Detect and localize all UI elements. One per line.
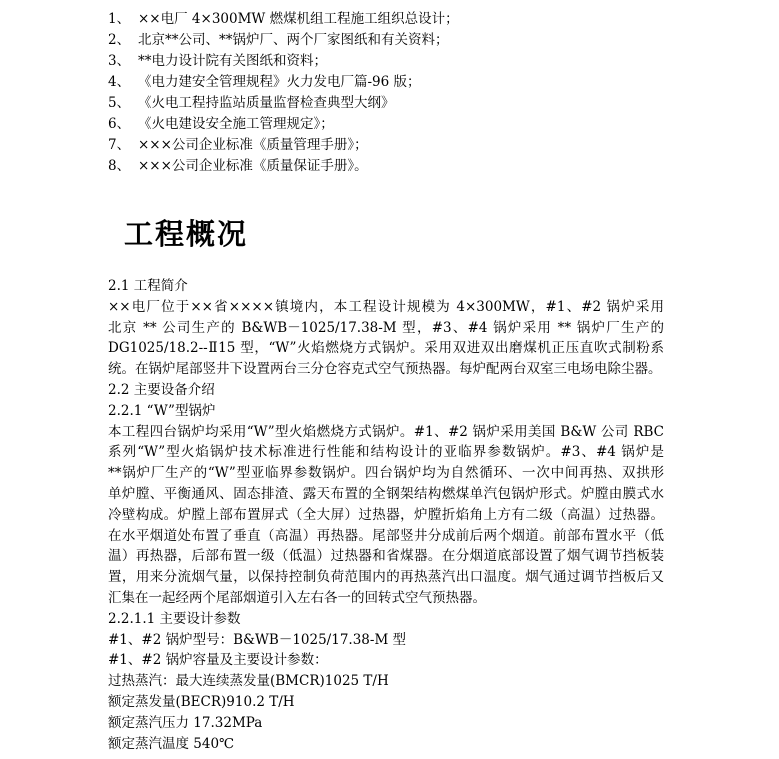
reference-item: [108, 156, 728, 177]
subsection-title: 2.2.1 “W”型锅炉: [108, 402, 216, 419]
subsection-title: 2.2 主要设备介绍: [108, 381, 215, 398]
reference-text: **电力设计院有关图纸和资料；: [138, 53, 327, 69]
section-heading: 工程概况: [124, 217, 249, 251]
reference-text: ×××公司企业标准《质量保证手册》。: [138, 158, 368, 174]
reference-text: 《火电建设安全施工管理规定》；: [138, 116, 334, 132]
paragraph-line: 统。在锅炉尾部竖井下设置两台三分仓容克式空气预热器。每炉配两台双室三电场电除尘器。: [108, 361, 662, 378]
reference-number: 7、: [108, 137, 131, 153]
paragraph-line: 冷壁构成。炉膛上部布置屏式（全大屏）过热器，炉膛折焰角上方有二级（高温）过热器。: [108, 506, 664, 523]
reference-item: [108, 9, 728, 30]
reference-text: 《电力建安全管理规程》火力发电厂篇-96 版；: [138, 74, 421, 90]
reference-number: 2、: [108, 32, 131, 48]
subsection-title: 2.2.1.1 主要设计参数: [108, 610, 241, 627]
parameter-line: 额定蒸汽温度 540℃: [108, 735, 235, 752]
parameter-line: 过热蒸汽：最大连续蒸发量(BMCR)1025 T/H: [108, 673, 389, 690]
section-body: [108, 276, 664, 754]
reference-item: [108, 114, 728, 135]
reference-item: [108, 72, 728, 93]
paragraph-line: 置，用来分流烟气量，以保持控制负荷范围内的再热蒸汽出口温度。烟气通过调节挡板后又: [108, 569, 664, 586]
paragraph-line: 单炉膛、平衡通风、固态排渣、露天布置的全钢架结构燃煤单汽包锅炉形式。炉膛由膜式水: [108, 485, 664, 502]
reference-text: ×××公司企业标准《质量管理手册》；: [138, 137, 368, 153]
parameter-line: 额定蒸汽压力 17.32MPa: [108, 714, 263, 731]
paragraph-line: 北京 ** 公司生产的 B&WB－1025/17.38-M 型，#3、#4 锅炉采用 ** 锅炉厂生产的: [108, 319, 664, 336]
reference-number: 1、: [108, 11, 131, 27]
paragraph-line: 温）再热器，后部布置一级（低温）过热器和省煤器。在分烟道底部设置了烟气调节挡板装: [108, 548, 664, 565]
reference-number: 4、: [108, 74, 131, 90]
reference-list: [108, 9, 728, 177]
paragraph-line: DG1025/18.2--Ⅱ15 型，“W”火焰燃烧方式锅炉。采用双进双出磨煤机正压直吹式制粉系: [108, 340, 664, 357]
paragraph-line: ××电厂位于××省××××镇境内，本工程设计规模为 4×300MW，#1、#2 锅炉采用: [108, 298, 664, 315]
reference-number: 3、: [108, 53, 131, 69]
reference-number: 5、: [108, 95, 131, 111]
reference-text: 北京**公司、**锅炉厂、两个厂家图纸和有关资料；: [138, 32, 449, 48]
reference-text: 《火电工程持监站质量监督检查典型大纲》: [138, 95, 395, 111]
paragraph-line: 在水平烟道处布置了垂直（高温）再热器。尾部竖井分成前后两个烟道。前部布置水平（低: [108, 527, 664, 544]
reference-item: [108, 30, 728, 51]
parameter-line: #1、#2 锅炉型号：B&WB－1025/17.38-M 型: [108, 631, 407, 648]
reference-text: ××电厂 4×300MW 燃煤机组工程施工组织总设计；: [138, 11, 459, 27]
parameter-line: #1、#2 锅炉容量及主要设计参数：: [108, 652, 328, 669]
reference-number: 8、: [108, 158, 131, 174]
reference-item: [108, 93, 728, 114]
paragraph-line: 汇集在一起经两个尾部烟道引入左右各一的回转式空气预热器。: [108, 589, 486, 606]
paragraph-line: 本工程四台锅炉均采用“W”型火焰燃烧方式锅炉。#1、#2 锅炉采用美国 B&W 公司 RBC: [108, 423, 664, 440]
subsection-title: 2.1 工程简介: [108, 278, 188, 294]
paragraph-line: **锅炉厂生产的“W”型亚临界参数锅炉。四台锅炉均为自然循环、一次中间再热、双拱形: [108, 465, 664, 482]
paragraph-line: 系列“W”型火焰锅炉技术标准进行性能和结构设计的亚临界参数锅炉。#3、#4 锅炉是: [108, 444, 664, 461]
reference-item: [108, 135, 728, 156]
reference-number: 6、: [108, 116, 131, 132]
reference-item: [108, 51, 728, 72]
parameter-line: 额定蒸发量(BECR)910.2 T/H: [108, 693, 295, 710]
